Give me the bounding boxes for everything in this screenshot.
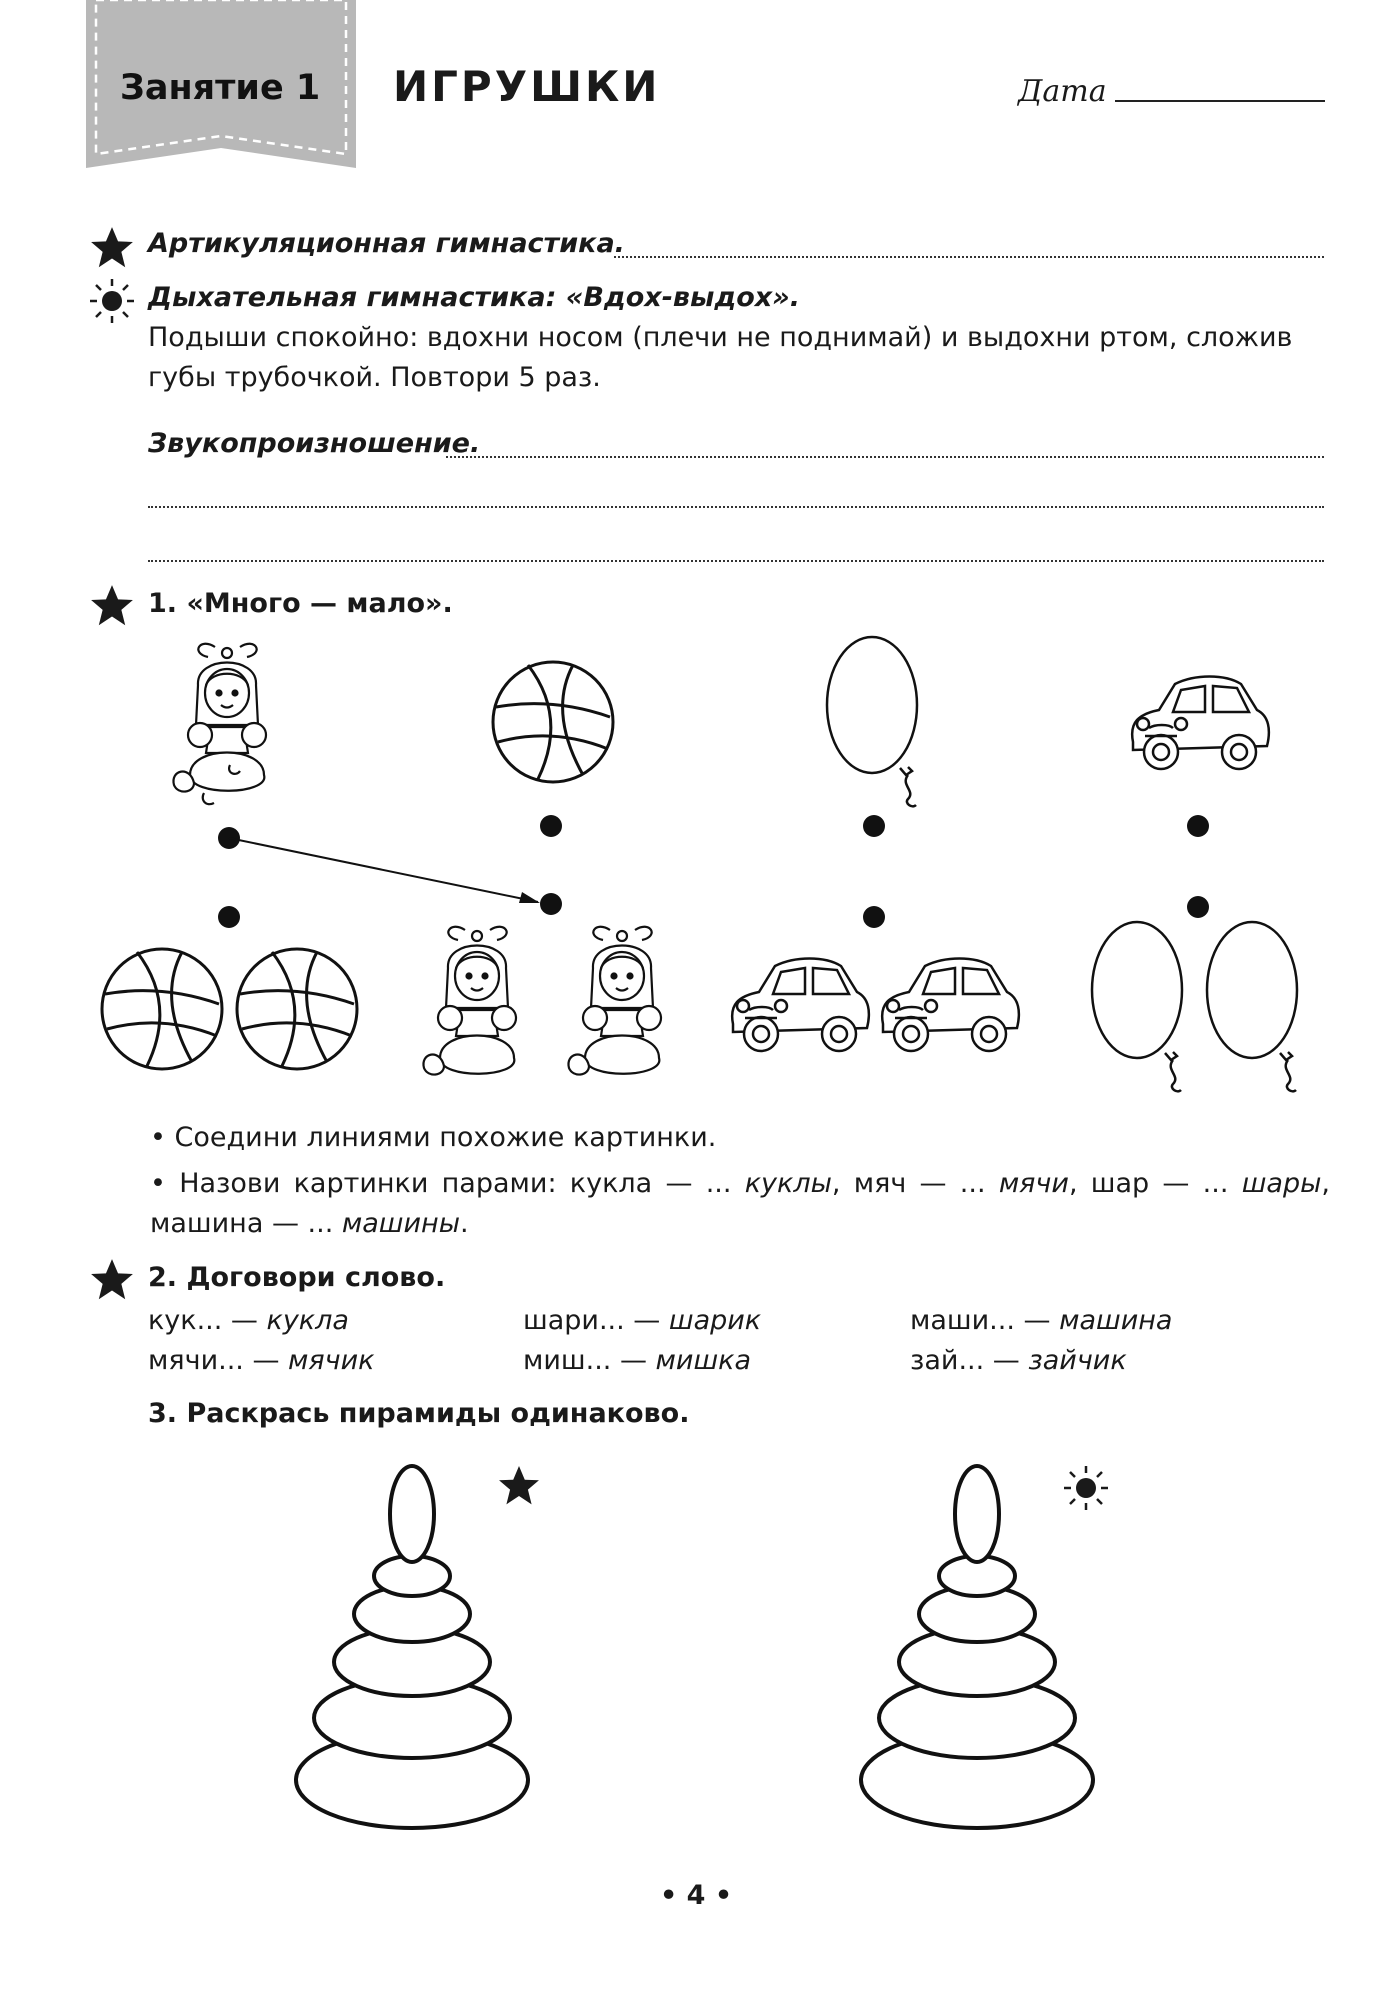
articulation-line[interactable] xyxy=(614,256,1324,258)
match-dot-bottom-3[interactable] xyxy=(863,906,885,928)
word-item: кук... — кукла xyxy=(148,1305,349,1336)
car-icon xyxy=(875,952,1023,1062)
pyramid-icon[interactable] xyxy=(290,1460,535,1840)
bullet-icon: • xyxy=(150,1122,175,1153)
balloon-icon xyxy=(1200,918,1310,1108)
doll-icon xyxy=(160,635,305,815)
star-icon xyxy=(90,226,134,270)
match-dot-bottom-4[interactable] xyxy=(1187,896,1209,918)
sun-icon xyxy=(88,277,136,325)
ball-icon xyxy=(488,657,618,787)
date-label: Дата xyxy=(1018,74,1107,109)
word-item: шари... — шарик xyxy=(523,1305,762,1336)
bullet-icon: • xyxy=(150,1168,180,1199)
sun-icon xyxy=(1062,1464,1110,1512)
breathing-instructions: Подыши спокойно: вдохни носом (плечи не поднимай) и выдохни ртом, сложив губы трубочкой. Повтори 5 раз. xyxy=(148,322,1293,393)
word-item: миш... — мишка xyxy=(523,1345,752,1376)
sound-heading: Звукопроизношение. xyxy=(148,428,481,459)
sound-line-1[interactable] xyxy=(446,456,1324,458)
match-dot-bottom-1[interactable] xyxy=(218,906,240,928)
sound-line-3[interactable] xyxy=(148,560,1324,562)
word-item: мячи... — мячик xyxy=(148,1345,375,1376)
example-connection-line xyxy=(229,838,538,902)
ball-icon xyxy=(97,944,227,1074)
breathing-heading: Дыхательная гимнастика: «Вдох-выдох». xyxy=(148,282,800,313)
task1-bullet-2: • Назови картинки парами: кукла — ... куклы, мяч — ... мячи, шар — ... шары, машина — ... машины. xyxy=(150,1168,1330,1239)
doll-icon xyxy=(555,918,700,1098)
star-icon xyxy=(90,584,134,628)
task1-bullet-1: • Соедини линиями похожие картинки. xyxy=(150,1122,717,1153)
matching-area xyxy=(0,800,1377,930)
task1-title: 1. «Много — мало». xyxy=(148,588,453,619)
ball-icon xyxy=(232,944,362,1074)
star-icon xyxy=(498,1465,540,1507)
task3-title: 3. Раскрась пирамиды одинаково. xyxy=(148,1398,690,1429)
car-icon xyxy=(725,952,873,1062)
match-dot-top-2[interactable] xyxy=(540,815,562,837)
doll-icon xyxy=(410,918,555,1098)
page-title: ИГРУШКИ xyxy=(393,62,661,111)
word-item: маши... — машина xyxy=(910,1305,1173,1336)
match-dot-bottom-2[interactable] xyxy=(540,893,562,915)
lesson-tag: Занятие 1 xyxy=(120,68,321,108)
sound-line-2[interactable] xyxy=(148,506,1324,508)
match-dot-top-4[interactable] xyxy=(1187,815,1209,837)
word-item: зай... — зайчик xyxy=(910,1345,1127,1376)
arrow-head xyxy=(519,892,540,903)
balloon-icon xyxy=(820,633,930,823)
match-dot-top-3[interactable] xyxy=(863,815,885,837)
page-number: • 4 • xyxy=(660,1880,733,1911)
star-icon xyxy=(90,1258,134,1302)
pyramid-icon[interactable] xyxy=(855,1460,1100,1840)
task2-title: 2. Договори слово. xyxy=(148,1262,446,1293)
date-field-line[interactable] xyxy=(1115,100,1325,102)
balloon-icon xyxy=(1085,918,1195,1108)
car-icon xyxy=(1125,670,1273,780)
articulation-heading: Артикуляционная гимнастика. xyxy=(148,228,625,259)
